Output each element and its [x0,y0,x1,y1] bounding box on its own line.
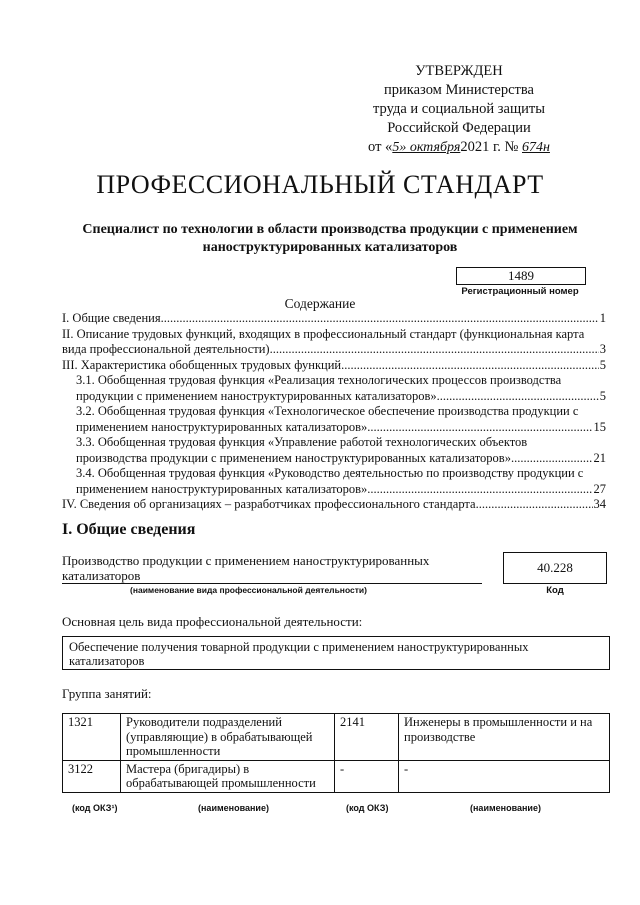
approval-line-4: Российской Федерации [387,120,531,136]
occupation-groups-table [62,713,610,793]
toc-item-label-cont: применением наноструктурированных катализаторов» [76,419,368,434]
handwritten-number: 674н [522,140,550,155]
toc-item[interactable] [62,404,606,435]
approval-line-2: приказом Министерства [384,82,534,98]
toc-item-page: 15 [593,419,606,434]
handwritten-date: 5» октября [392,140,461,155]
goal-box: Обеспечение получения товарной продукции с применением наноструктурированных катализаторов [62,636,610,670]
group-label: Группа занятий: [62,686,152,701]
registration-number-box: 1489 [456,267,586,285]
occupation-name: - [399,760,610,792]
toc-item-label: 3.3. Обобщенная трудовая функция «Управление работой технологических объектов [76,435,528,449]
toc-item-page: 34 [593,497,606,511]
okz-code: 1321 [63,714,121,761]
table-of-contents [62,311,606,513]
toc-item-label: 3.1. Обобщенная трудовая функция «Реализация технологических процессов производства [76,373,562,387]
document-title: ПРОФЕССИОНАЛЬНЫЙ СТАНДАРТ [96,170,544,199]
date-prefix: от « [368,139,393,155]
okz-code: - [335,760,399,792]
goal-label: Основная цель вида профессиональной деятельности: [62,614,363,629]
toc-item-label: 3.2. Обобщенная трудовая функция «Технологическое обеспечение производства продукции с [76,404,579,418]
toc-item-label-cont: продукции с применением наноструктурированных катализаторов» [76,388,437,403]
activity-caption: (наименование вида профессиональной деятельности) [130,585,367,595]
toc-item-label-cont: применением наноструктурированных катализаторов» [76,481,368,496]
toc-item-page: 5 [599,357,606,372]
activity-name: Производство продукции с применением наноструктурированных катализаторов [62,553,430,583]
okz-code: 3122 [63,760,121,792]
toc-item[interactable] [62,497,606,513]
okz-code: 2141 [335,714,399,761]
table-row [63,714,610,761]
section-heading: I. Общие сведения [62,521,196,538]
toc-item-label: I. Общие сведения [62,311,161,325]
toc-item-label-cont: производства продукции с применением наноструктурированных катализаторов» [76,450,511,465]
document-subtitle: Специалист по технологии в области производства продукции с применением наноструктурированных катализаторов [82,222,578,255]
approval-line-1: УТВЕРЖДЕН [415,63,503,79]
approval-block [344,62,574,157]
toc-item-label: IV. Сведения об организациях – разработчиках профессионального стандарта [62,497,476,511]
toc-item-label: III. Характеристика обобщенных трудовых функций [62,357,342,372]
approval-line-3: труда и социальной защиты [373,101,545,117]
code-caption: Код [546,585,564,596]
occupation-name: Мастера (бригадиры) в обрабатывающей промышленности [121,760,335,792]
toc-item-page: 27 [593,481,606,496]
toc-item[interactable] [62,358,606,374]
table-row [63,760,610,792]
caption-name-2: (наименование) [470,803,541,813]
caption-okz-code-2: (код ОКЗ) [346,803,389,813]
toc-item-label: II. Описание трудовых функций, входящих в профессиональный стандарт (функциональная карта [62,326,585,341]
caption-name-1: (наименование) [198,803,269,813]
approval-date-line [344,138,574,157]
activity-underline [62,583,482,584]
toc-item-page: 5 [599,388,606,403]
toc-item-page: 3 [599,342,606,356]
occupation-name: Руководители подразделений (управляющие) в обрабатывающей промышленности [121,714,335,761]
toc-item-page: 1 [599,311,606,325]
toc-item[interactable] [62,373,606,404]
toc-item[interactable] [62,466,606,497]
toc-heading: Содержание [284,296,356,311]
occupation-name: Инженеры в промышленности и на производстве [399,714,610,761]
toc-item[interactable] [62,311,606,327]
toc-item[interactable] [62,327,606,358]
registration-caption: Регистрационный номер [461,286,579,297]
toc-item-page: 21 [593,450,606,465]
date-year: 2021 г. № [460,139,519,155]
activity-code-box: 40.228 [503,552,607,584]
caption-okz-code-1: (код ОКЗ¹) [72,803,118,813]
toc-item-label: 3.4. Обобщенная трудовая функция «Руководство деятельностью по производству продукции с [76,466,584,480]
toc-item-label-cont: вида профессиональной деятельности) [62,342,270,356]
toc-item[interactable] [62,435,606,466]
